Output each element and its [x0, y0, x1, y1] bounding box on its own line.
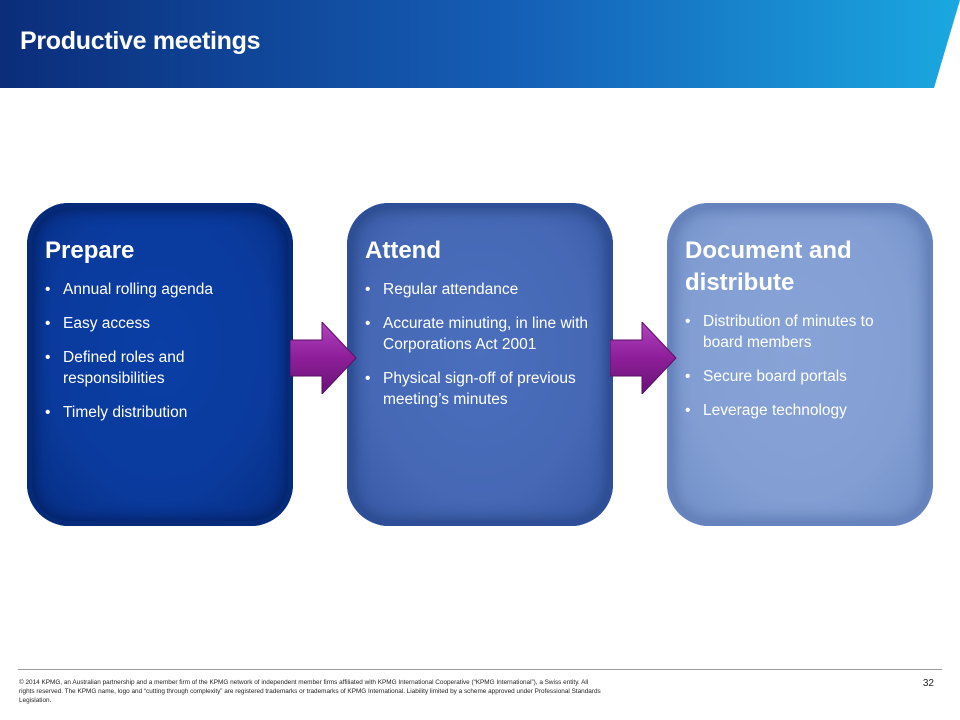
bullet-list [45, 279, 275, 423]
slide-title: Productive meetings [20, 27, 261, 55]
step-card-attend [347, 203, 613, 526]
step-title: Prepare [45, 237, 135, 264]
arrow-right-icon [290, 322, 358, 394]
step-card-prepare [27, 203, 293, 526]
step-card-document [667, 203, 933, 526]
footer-divider [18, 669, 942, 670]
list-item: • Leverage technology [685, 400, 915, 421]
arrow-right-icon [610, 322, 678, 394]
list-item: • Annual rolling agenda [45, 279, 275, 300]
list-item: • Secure board portals [685, 366, 915, 387]
header-banner [0, 0, 960, 88]
list-item: • Regular attendance [365, 279, 595, 300]
list-item: • Defined roles and responsibilities [45, 347, 275, 389]
list-item: • Timely distribution [45, 402, 275, 423]
step-title: Attend [365, 237, 441, 264]
page-number: 32 [922, 678, 934, 689]
list-item: • Physical sign-off of previous meeting’s minutes [365, 368, 595, 410]
bullet-list [365, 279, 595, 410]
list-item: • Distribution of minutes to board members [685, 311, 915, 353]
list-item: • Accurate minuting, in line with Corporations Act 2001 [365, 313, 595, 355]
list-item: • Easy access [45, 313, 275, 334]
bullet-list [685, 311, 915, 421]
step-title: Document and distribute [685, 237, 852, 296]
copyright-notice: © 2014 KPMG, an Australian partnership and a member firm of the KPMG network of independent member firms affiliated with KPMG International Cooperative (“KPMG International”), a Swiss entity. All rights reserved. The KPMG name, logo and “cutting through complexity” are registered trademarks or trademarks of KPMG International. Liability limited by a scheme approved under Professional Standards Legislation. [19, 679, 601, 704]
